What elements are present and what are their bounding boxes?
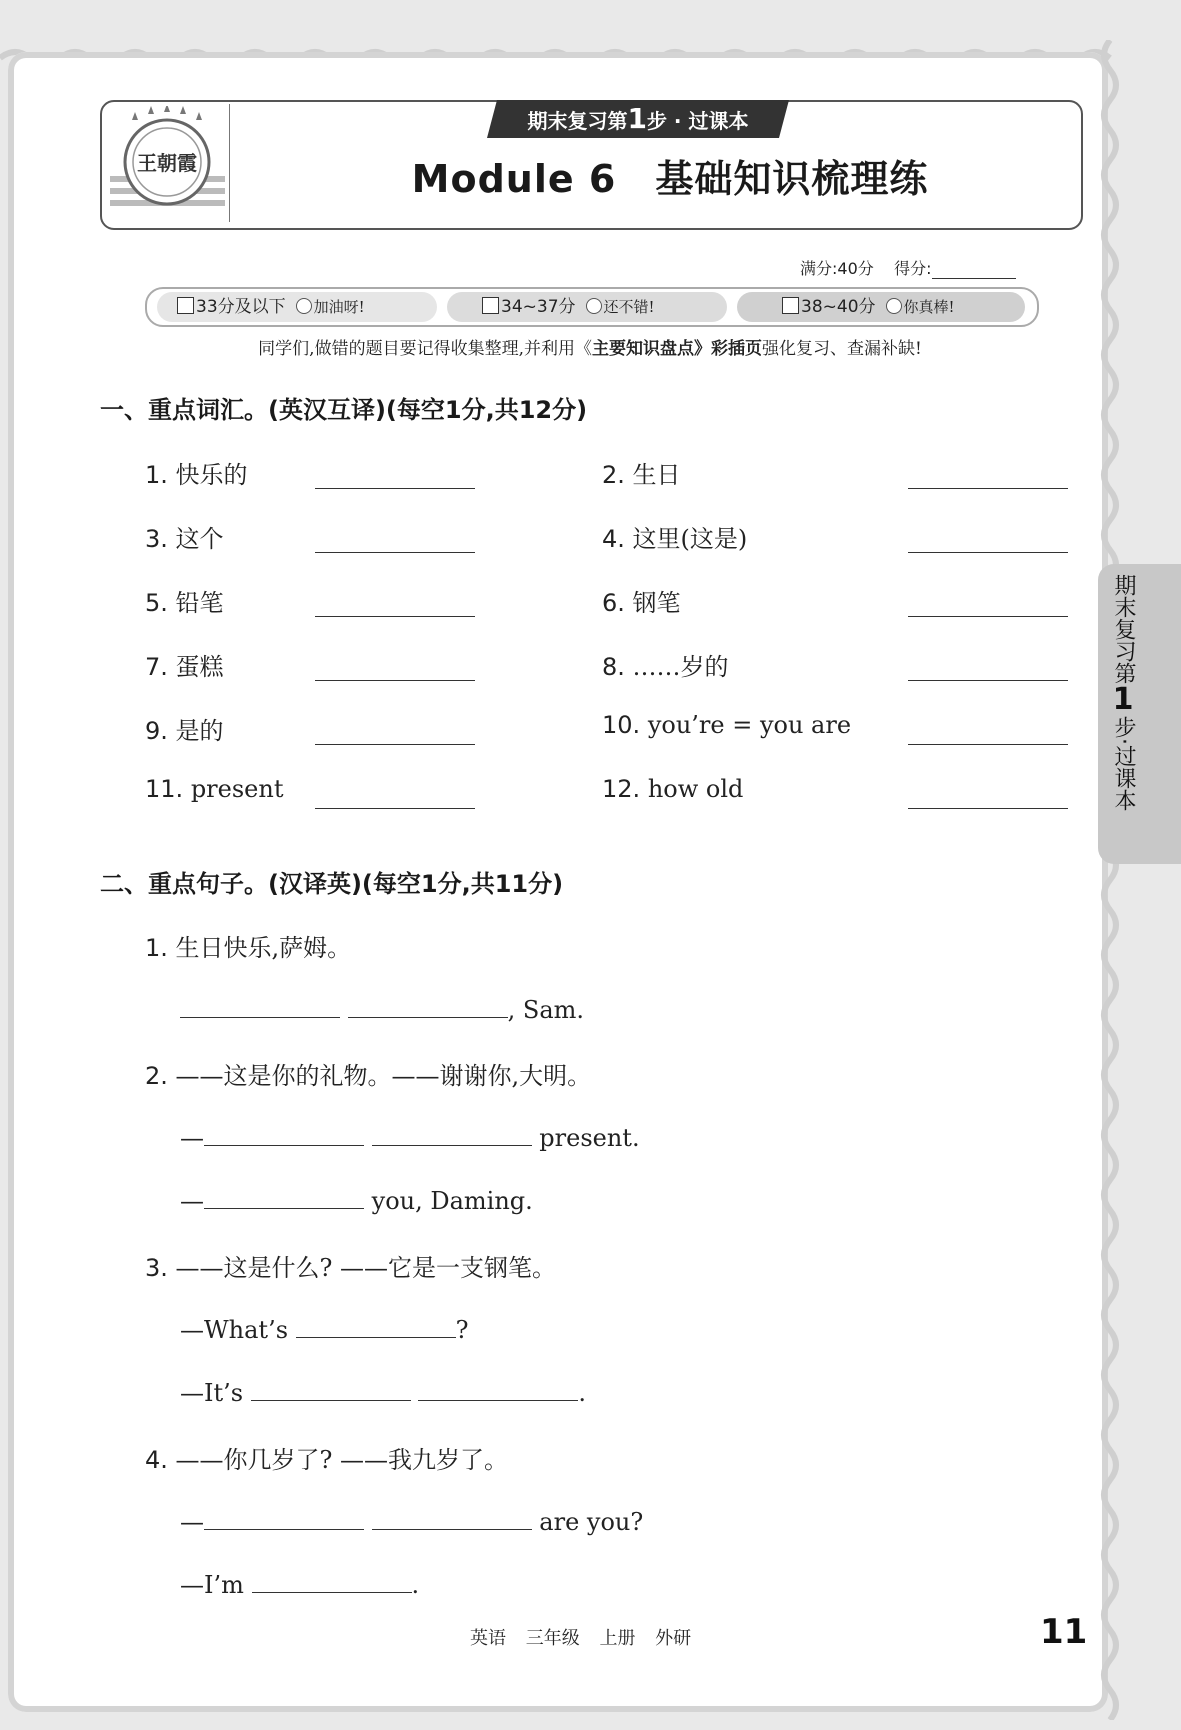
answer-head: —I’m (180, 1571, 244, 1599)
banner-num: 1 (627, 102, 647, 135)
full-score: 满分:40分 (800, 259, 874, 278)
item-num: 5. (145, 589, 168, 617)
section2-title: 二、重点句子。(汉译英)(每空1分,共11分) (100, 870, 564, 898)
section1-title: 一、重点词汇。(英汉互译)(每空1分,共12分) (100, 396, 588, 424)
rating-cheer: 还不错! (603, 298, 655, 316)
item-num: 10. (602, 711, 641, 739)
answer-line-q4a (180, 1505, 643, 1536)
answer-blank[interactable] (315, 744, 475, 745)
answer-blank[interactable] (180, 993, 340, 1018)
sentence-q4 (145, 1440, 508, 1475)
vocab-item-1 (145, 455, 248, 490)
rating-checkbox[interactable] (482, 297, 499, 314)
score-blank[interactable] (932, 264, 1016, 279)
rating-checkbox[interactable] (177, 297, 194, 314)
vocab-item-10 (602, 711, 851, 739)
page-number: 11 (1040, 1612, 1088, 1652)
answer-blank[interactable] (372, 1505, 532, 1530)
item-text: 钢笔 (632, 589, 681, 617)
answer-blank[interactable] (296, 1313, 456, 1338)
banner-label (487, 100, 789, 138)
rating-item-1 (177, 289, 365, 325)
item-text: 这个 (175, 525, 224, 553)
answer-line-q4b (180, 1568, 419, 1599)
item-num: 4. (145, 1446, 168, 1474)
answer-tail: you, Daming. (371, 1187, 533, 1215)
answer-blank[interactable] (315, 680, 475, 681)
answer-blank[interactable] (908, 744, 1068, 745)
answer-blank[interactable] (908, 808, 1068, 809)
vocab-item-2 (602, 455, 681, 490)
answer-tail: ? (455, 1316, 469, 1344)
answer-blank[interactable] (204, 1505, 364, 1530)
answer-blank[interactable] (908, 680, 1068, 681)
answer-blank[interactable] (908, 552, 1068, 553)
answer-blank[interactable] (204, 1121, 364, 1146)
rating-cheer: 加油呀! (313, 298, 365, 316)
item-num: 1. (145, 934, 168, 962)
item-text: you’re = you are (647, 711, 852, 739)
dash: — (180, 1124, 204, 1152)
item-text: 铅笔 (175, 589, 224, 617)
tip-bold: 主要知识盘点》彩插页 (591, 339, 762, 359)
item-text: how old (647, 775, 744, 803)
answer-blank[interactable] (908, 616, 1068, 617)
rating-range: 34~37分 (501, 297, 576, 317)
item-num: 6. (602, 589, 625, 617)
answer-blank[interactable] (315, 808, 475, 809)
sentence-q2 (145, 1056, 591, 1091)
logo-separator (229, 104, 230, 222)
tip-post: 强化复习、查漏补缺! (761, 339, 922, 359)
answer-blank[interactable] (348, 993, 508, 1018)
answer-blank[interactable] (204, 1184, 364, 1209)
item-num: 11. (145, 775, 184, 803)
item-num: 3. (145, 1254, 168, 1282)
vocab-item-6 (602, 583, 681, 618)
tip-text (100, 334, 1080, 359)
banner-post: 步 · 过课本 (646, 109, 749, 133)
answer-line-q2a (180, 1121, 640, 1152)
item-num: 12. (602, 775, 641, 803)
side-tab-post: 步·过课本 (1111, 716, 1136, 811)
banner-pre: 期末复习第 (527, 109, 628, 133)
rating-checkbox[interactable] (782, 297, 799, 314)
tip-pre: 同学们,做错的题目要记得收集整理,并利用《 (258, 339, 592, 359)
item-text: 蛋糕 (175, 653, 224, 681)
vocab-item-3 (145, 519, 224, 554)
vocab-item-5 (145, 583, 224, 618)
paper-right-edge (1090, 40, 1130, 1720)
answer-tail: . (411, 1571, 420, 1599)
rating-item-3 (782, 289, 955, 325)
side-tab-pre: 期末复习第 (1111, 574, 1136, 684)
item-num: 2. (145, 1062, 168, 1090)
answer-head: —It’s (180, 1379, 244, 1407)
item-text: ……岁的 (632, 653, 729, 681)
rating-cheer: 你真棒! (903, 298, 955, 316)
got-score-label: 得分: (894, 259, 932, 278)
answer-blank[interactable] (315, 552, 475, 553)
dash: — (180, 1187, 204, 1215)
item-num: 8. (602, 653, 625, 681)
brand-logo (110, 106, 225, 222)
side-tab-label (1098, 574, 1148, 811)
rating-bar (145, 287, 1039, 327)
rating-item-2 (482, 289, 655, 325)
vocab-item-9 (145, 711, 224, 746)
answer-head: —What’s (180, 1316, 289, 1344)
answer-line-q2b (180, 1184, 533, 1215)
item-text: 生日快乐,萨姆。 (175, 934, 352, 962)
answer-line-q3a (180, 1313, 469, 1344)
svg-text:王朝霞: 王朝霞 (137, 151, 197, 175)
face-icon (886, 298, 902, 314)
item-text: 这里(这是) (632, 525, 748, 553)
item-num: 3. (145, 525, 168, 553)
item-text: 快乐的 (175, 461, 248, 489)
vocab-item-4 (602, 519, 747, 554)
answer-blank[interactable] (252, 1568, 412, 1593)
item-text: 是的 (175, 717, 224, 745)
answer-tail: are you? (539, 1508, 644, 1536)
rating-range: 38~40分 (801, 297, 876, 317)
item-text: ——你几岁了? ——我九岁了。 (175, 1446, 509, 1474)
item-num: 7. (145, 653, 168, 681)
side-tab-num: 1 (1112, 682, 1134, 717)
answer-blank[interactable] (418, 1376, 578, 1401)
item-text: ——这是什么? ——它是一支钢笔。 (175, 1254, 557, 1282)
sentence-q3 (145, 1248, 556, 1283)
item-num: 9. (145, 717, 168, 745)
answer-line-q3b (180, 1376, 586, 1407)
item-text: present (190, 775, 284, 803)
vocab-item-7 (145, 647, 224, 682)
vocab-item-8 (602, 647, 729, 682)
answer-blank[interactable] (315, 616, 475, 617)
answer-line-q1 (180, 993, 584, 1024)
item-text: ——这是你的礼物。——谢谢你,大明。 (175, 1062, 592, 1090)
sentence-q1 (145, 928, 351, 963)
score-line (800, 256, 1016, 279)
footer-text: 英语 三年级 上册 外研 (470, 1628, 692, 1649)
item-text: 生日 (632, 461, 681, 489)
answer-tail: present. (539, 1124, 640, 1152)
answer-blank[interactable] (372, 1121, 532, 1146)
item-num: 2. (602, 461, 625, 489)
item-num: 1. (145, 461, 168, 489)
rating-range: 33分及以下 (196, 297, 286, 317)
page-title: Module 6 基础知识梳理练 (411, 157, 929, 201)
answer-tail: , Sam. (507, 996, 585, 1024)
face-icon (296, 298, 312, 314)
answer-tail: . (578, 1379, 586, 1407)
answer-blank[interactable] (315, 488, 475, 489)
dash: — (180, 1508, 204, 1536)
answer-blank[interactable] (251, 1376, 411, 1401)
item-num: 4. (602, 525, 625, 553)
face-icon (586, 298, 602, 314)
answer-blank[interactable] (908, 488, 1068, 489)
vocab-item-11 (145, 775, 283, 803)
vocab-item-12 (602, 775, 743, 803)
